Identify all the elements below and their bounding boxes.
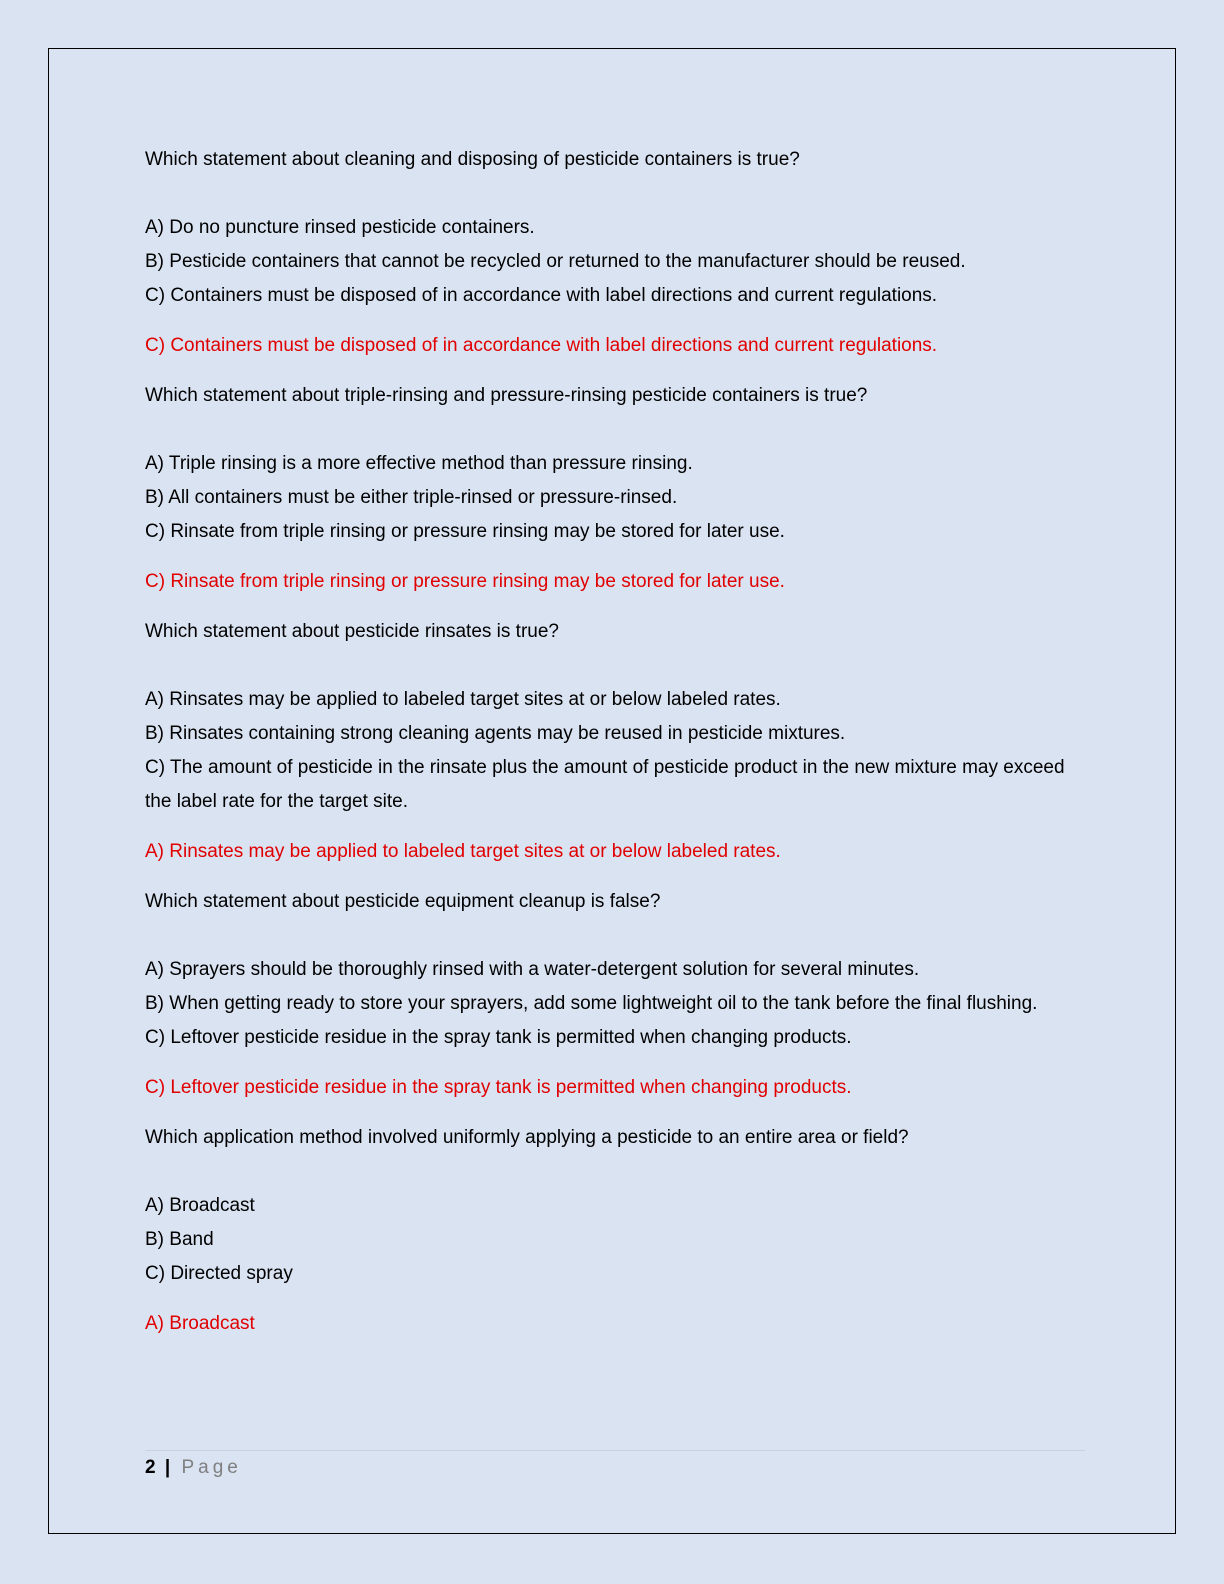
option-a: A) Sprayers should be thoroughly rinsed with a water-detergent solution for several minutes. bbox=[145, 959, 920, 980]
option-c: C) The amount of pesticide in the rinsate plus the amount of pesticide product in the new mixture may exceed the label rate for the target site. bbox=[145, 757, 1065, 812]
answer-text: C) Rinsate from triple rinsing or pressure rinsing may be stored for later use. bbox=[145, 571, 785, 592]
option-b: B) All containers must be either triple-rinsed or pressure-rinsed. bbox=[145, 487, 678, 508]
answer-text: C) Leftover pesticide residue in the spray tank is permitted when changing products. bbox=[145, 1077, 852, 1098]
option-b: B) Band bbox=[145, 1229, 214, 1250]
answer-text: A) Broadcast bbox=[145, 1313, 255, 1334]
page-label: Page bbox=[181, 1457, 242, 1478]
answer-text: A) Rinsates may be applied to labeled target sites at or below labeled rates. bbox=[145, 841, 781, 862]
question-block-3 bbox=[145, 615, 1085, 869]
option-c: C) Directed spray bbox=[145, 1263, 293, 1284]
question-text: Which statement about pesticide equipment cleanup is false? bbox=[145, 891, 661, 912]
option-b: B) Rinsates containing strong cleaning agents may be reused in pesticide mixtures. bbox=[145, 723, 846, 744]
question-block-1 bbox=[145, 143, 1085, 363]
question-text: Which application method involved uniformly applying a pesticide to an entire area or field? bbox=[145, 1127, 909, 1148]
question-text: Which statement about triple-rinsing and pressure-rinsing pesticide containers is true? bbox=[145, 385, 868, 406]
question-text: Which statement about pesticide rinsates is true? bbox=[145, 621, 559, 642]
question-block-2 bbox=[145, 379, 1085, 599]
option-b: B) Pesticide containers that cannot be recycled or returned to the manufacturer should be reused. bbox=[145, 251, 966, 272]
page-footer bbox=[145, 1455, 242, 1481]
option-c: C) Leftover pesticide residue in the spray tank is permitted when changing products. bbox=[145, 1027, 852, 1048]
document-body bbox=[145, 143, 1085, 1357]
option-a: A) Triple rinsing is a more effective method than pressure rinsing. bbox=[145, 453, 693, 474]
answer-text: C) Containers must be disposed of in accordance with label directions and current regulations. bbox=[145, 335, 938, 356]
footer-separator: | bbox=[164, 1457, 171, 1478]
page-number: 2 bbox=[145, 1457, 156, 1478]
option-a: A) Do no puncture rinsed pesticide containers. bbox=[145, 217, 535, 238]
footer-divider bbox=[145, 1450, 1085, 1451]
option-c: C) Containers must be disposed of in accordance with label directions and current regulations. bbox=[145, 285, 938, 306]
option-b: B) When getting ready to store your sprayers, add some lightweight oil to the tank before the final flushing. bbox=[145, 993, 1038, 1014]
option-a: A) Broadcast bbox=[145, 1195, 255, 1216]
question-block-4 bbox=[145, 885, 1085, 1105]
option-c: C) Rinsate from triple rinsing or pressure rinsing may be stored for later use. bbox=[145, 521, 785, 542]
option-a: A) Rinsates may be applied to labeled target sites at or below labeled rates. bbox=[145, 689, 781, 710]
question-text: Which statement about cleaning and disposing of pesticide containers is true? bbox=[145, 149, 800, 170]
question-block-5 bbox=[145, 1121, 1085, 1341]
